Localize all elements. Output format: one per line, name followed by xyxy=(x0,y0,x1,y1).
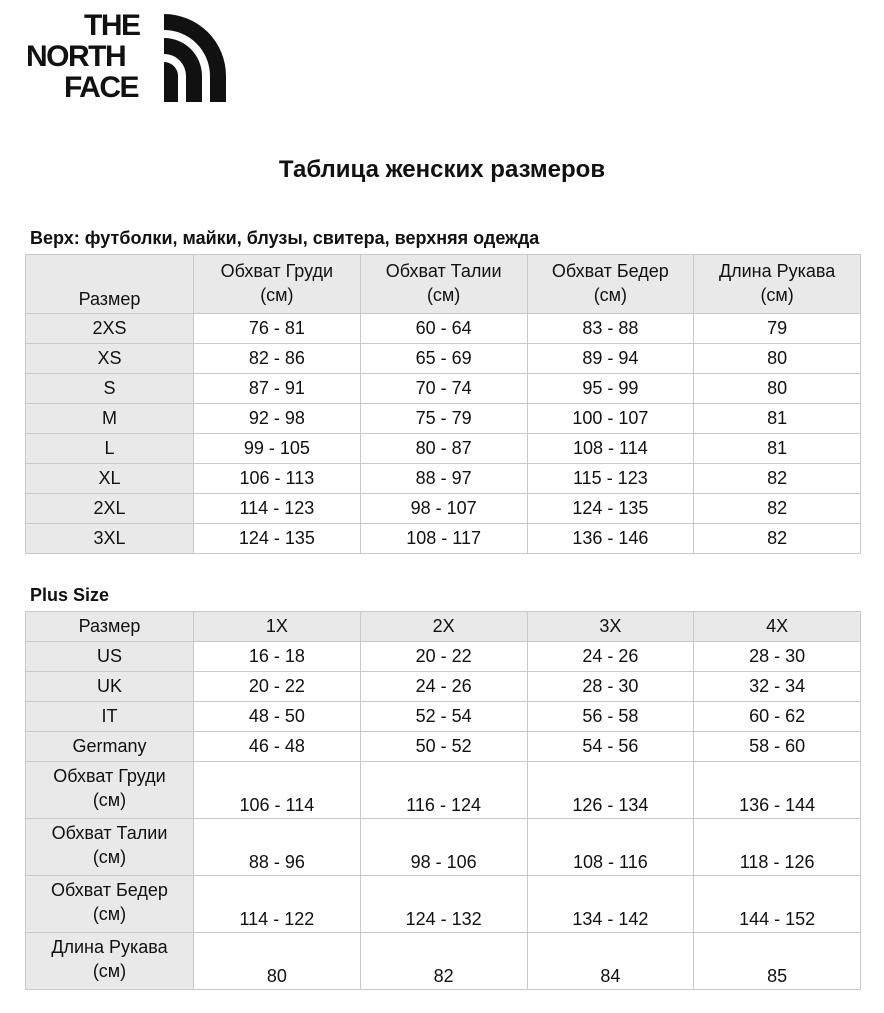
tops-section-title: Верх: футболки, майки, блузы, свитера, верхняя одежда xyxy=(30,228,540,248)
table-row xyxy=(26,762,861,819)
header-cell: 4X xyxy=(694,612,861,642)
value-cell: 88 - 97 xyxy=(360,464,527,494)
size-cell: L xyxy=(26,434,194,464)
value-cell: 85 xyxy=(694,933,861,990)
value-cell: 95 - 99 xyxy=(527,374,694,404)
value-cell: 54 - 56 xyxy=(527,732,694,762)
value-cell: 70 - 74 xyxy=(360,374,527,404)
value-cell: 80 xyxy=(194,933,361,990)
value-cell: 28 - 30 xyxy=(694,642,861,672)
table-row xyxy=(26,702,861,732)
half-dome-icon xyxy=(160,12,228,104)
value-cell: 108 - 114 xyxy=(527,434,694,464)
header-hips: Обхват Бедер (см) xyxy=(527,255,694,314)
value-cell: 98 - 107 xyxy=(360,494,527,524)
page-title: Таблица женских размеров xyxy=(278,156,606,183)
size-cell: 3XL xyxy=(26,524,194,554)
value-cell: 89 - 94 xyxy=(527,344,694,374)
value-cell: 136 - 146 xyxy=(527,524,694,554)
value-cell: 118 - 126 xyxy=(694,819,861,876)
value-cell: 82 xyxy=(694,494,861,524)
value-cell: 116 - 124 xyxy=(360,762,527,819)
value-cell: 50 - 52 xyxy=(360,732,527,762)
table-row xyxy=(26,819,861,876)
region-cell: Germany xyxy=(26,732,194,762)
brand-logo xyxy=(26,10,228,106)
plus-header-row xyxy=(26,612,861,642)
value-cell: 124 - 135 xyxy=(527,494,694,524)
plus-size-table xyxy=(25,611,861,990)
value-cell: 80 xyxy=(694,344,861,374)
measure-label-cell: Обхват Талии (см) xyxy=(26,819,194,876)
table-row xyxy=(26,314,861,344)
value-cell: 20 - 22 xyxy=(360,642,527,672)
value-cell: 81 xyxy=(694,404,861,434)
value-cell: 80 xyxy=(694,374,861,404)
table-row xyxy=(26,732,861,762)
value-cell: 92 - 98 xyxy=(194,404,361,434)
value-cell: 108 - 117 xyxy=(360,524,527,554)
header-sleeve: Длина Рукава (см) xyxy=(694,255,861,314)
header-chest: Обхват Груди (см) xyxy=(194,255,361,314)
value-cell: 56 - 58 xyxy=(527,702,694,732)
measure-label-cell: Длина Рукава (см) xyxy=(26,933,194,990)
value-cell: 106 - 113 xyxy=(194,464,361,494)
value-cell: 82 xyxy=(694,524,861,554)
value-cell: 84 xyxy=(527,933,694,990)
size-cell: M xyxy=(26,404,194,434)
value-cell: 136 - 144 xyxy=(694,762,861,819)
header-size: Размер xyxy=(26,255,194,314)
value-cell: 16 - 18 xyxy=(194,642,361,672)
value-cell: 80 - 87 xyxy=(360,434,527,464)
table-row xyxy=(26,464,861,494)
value-cell: 76 - 81 xyxy=(194,314,361,344)
table-row xyxy=(26,876,861,933)
table-row xyxy=(26,344,861,374)
value-cell: 114 - 122 xyxy=(194,876,361,933)
value-cell: 81 xyxy=(694,434,861,464)
value-cell: 20 - 22 xyxy=(194,672,361,702)
value-cell: 75 - 79 xyxy=(360,404,527,434)
header-cell: 3X xyxy=(527,612,694,642)
region-cell: UK xyxy=(26,672,194,702)
measure-label-cell: Обхват Груди (см) xyxy=(26,762,194,819)
size-cell: 2XL xyxy=(26,494,194,524)
value-cell: 126 - 134 xyxy=(527,762,694,819)
value-cell: 108 - 116 xyxy=(527,819,694,876)
value-cell: 115 - 123 xyxy=(527,464,694,494)
value-cell: 82 xyxy=(694,464,861,494)
tops-header-row xyxy=(26,255,861,314)
region-cell: IT xyxy=(26,702,194,732)
value-cell: 79 xyxy=(694,314,861,344)
value-cell: 124 - 135 xyxy=(194,524,361,554)
size-cell: XL xyxy=(26,464,194,494)
value-cell: 114 - 123 xyxy=(194,494,361,524)
value-cell: 60 - 62 xyxy=(694,702,861,732)
value-cell: 52 - 54 xyxy=(360,702,527,732)
plus-section-title: Plus Size xyxy=(30,585,110,605)
table-row xyxy=(26,933,861,990)
value-cell: 58 - 60 xyxy=(694,732,861,762)
value-cell: 134 - 142 xyxy=(527,876,694,933)
value-cell: 88 - 96 xyxy=(194,819,361,876)
table-row xyxy=(26,524,861,554)
measure-label-cell: Обхват Бедер (см) xyxy=(26,876,194,933)
header-cell: 1X xyxy=(194,612,361,642)
value-cell: 100 - 107 xyxy=(527,404,694,434)
table-row xyxy=(26,404,861,434)
header-cell: Размер xyxy=(26,612,194,642)
value-cell: 24 - 26 xyxy=(360,672,527,702)
size-cell: S xyxy=(26,374,194,404)
value-cell: 124 - 132 xyxy=(360,876,527,933)
table-row xyxy=(26,434,861,464)
value-cell: 98 - 106 xyxy=(360,819,527,876)
tops-size-table xyxy=(25,254,861,554)
size-cell: XS xyxy=(26,344,194,374)
value-cell: 99 - 105 xyxy=(194,434,361,464)
table-row xyxy=(26,494,861,524)
value-cell: 46 - 48 xyxy=(194,732,361,762)
value-cell: 24 - 26 xyxy=(527,642,694,672)
value-cell: 28 - 30 xyxy=(527,672,694,702)
table-row xyxy=(26,672,861,702)
value-cell: 87 - 91 xyxy=(194,374,361,404)
header-cell: 2X xyxy=(360,612,527,642)
value-cell: 65 - 69 xyxy=(360,344,527,374)
value-cell: 82 xyxy=(360,933,527,990)
value-cell: 32 - 34 xyxy=(694,672,861,702)
value-cell: 106 - 114 xyxy=(194,762,361,819)
value-cell: 83 - 88 xyxy=(527,314,694,344)
brand-wordmark: THE NORTH FACE xyxy=(26,9,140,104)
region-cell: US xyxy=(26,642,194,672)
value-cell: 82 - 86 xyxy=(194,344,361,374)
value-cell: 48 - 50 xyxy=(194,702,361,732)
table-row xyxy=(26,374,861,404)
value-cell: 144 - 152 xyxy=(694,876,861,933)
header-waist: Обхват Талии (см) xyxy=(360,255,527,314)
size-cell: 2XS xyxy=(26,314,194,344)
value-cell: 60 - 64 xyxy=(360,314,527,344)
table-row xyxy=(26,642,861,672)
